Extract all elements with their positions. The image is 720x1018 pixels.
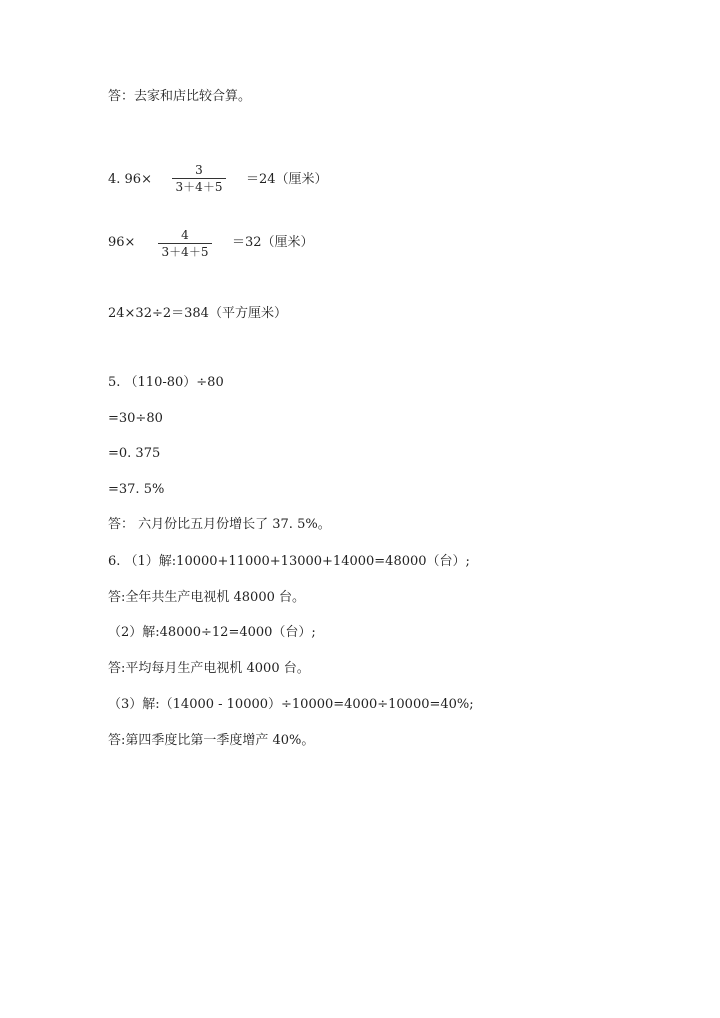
q6-part3: （3）解:（14000 - 10000）÷10000=4000÷10000=40%; bbox=[108, 697, 474, 712]
q5-line3: =0. 375 bbox=[108, 446, 161, 461]
q6-answer1: 答:全年共生产电视机 48000 台。 bbox=[108, 590, 305, 605]
q4-line2-denominator: 3＋4＋5 bbox=[161, 245, 209, 259]
q4-line1-result: ＝24（厘米） bbox=[246, 172, 328, 187]
q6-answer2: 答:平均每月生产电视机 4000 台。 bbox=[108, 661, 310, 676]
q5-line2: =30÷80 bbox=[108, 411, 163, 426]
q6-answer3: 答:第四季度比第一季度增产 40%。 bbox=[108, 733, 315, 748]
q4-line1-fraction bbox=[172, 163, 226, 194]
q4-line3: 24×32÷2＝384（平方厘米） bbox=[108, 306, 287, 321]
q4-line2-result: ＝32（厘米） bbox=[232, 235, 314, 250]
q5-line1: 5. （110-80）÷80 bbox=[108, 375, 224, 390]
q4-line1-prefix: 4. 96× bbox=[108, 172, 152, 187]
q6-part2: （2）解:48000÷12=4000（台）; bbox=[108, 625, 316, 640]
q4-line2-prefix: 96× bbox=[108, 235, 136, 250]
q4-line2-fraction bbox=[158, 228, 212, 259]
q6-part1: 6. （1）解:10000+11000+13000+14000=48000（台）; bbox=[108, 554, 470, 569]
answer-shop-comparison: 答：去家和店比较合算。 bbox=[108, 89, 252, 104]
q5-line4: =37. 5% bbox=[108, 482, 165, 497]
q5-answer: 答： 六月份比五月份增长了 37. 5%。 bbox=[108, 517, 331, 532]
q4-line2-numerator: 4 bbox=[181, 228, 189, 242]
q4-line1-denominator: 3＋4＋5 bbox=[175, 180, 223, 194]
q4-line1-numerator: 3 bbox=[195, 163, 203, 177]
